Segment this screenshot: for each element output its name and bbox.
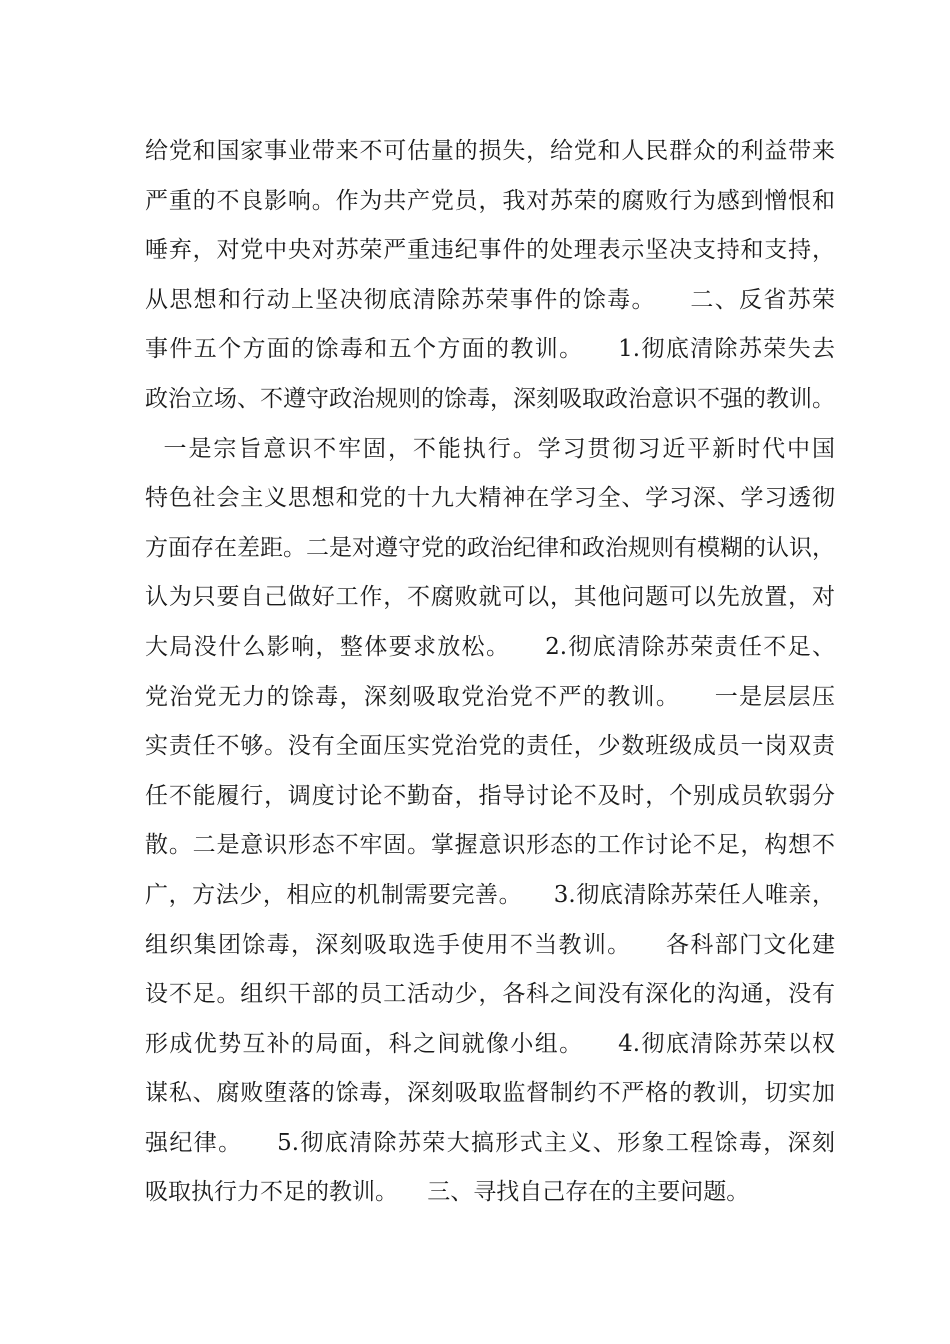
- text-line: 给党和国家事业带来不可估量的损失，给党和人民群众的利益带来: [145, 138, 835, 164]
- text-line: 从思想和行动上坚决彻底清除苏荣事件的馀毒。 二、反省苏荣: [145, 286, 835, 313]
- text-line: 认为只要自己做好工作，不腐败就可以，其他问题可以先放置，对: [145, 584, 835, 611]
- text-line: 一是宗旨意识不牢固，不能执行。学习贯彻习近平新时代中国: [145, 435, 835, 462]
- text-line: 强纪律。 5.彻底清除苏荣大搞形式主义、形象工程馀毒，深刻: [145, 1129, 835, 1156]
- text-line: 大局没什么影响，整体要求放松。 2.彻底清除苏荣责任不足、: [145, 633, 835, 660]
- text-line: 方面存在差距。二是对遵守党的政治纪律和政治规则有模糊的认识，: [145, 534, 835, 561]
- text-line: 党治党无力的馀毒，深刻吸取党治党不严的教训。 一是层层压: [145, 683, 835, 710]
- body-text: [145, 127, 835, 1218]
- text-line: 政治立场、不遵守政治规则的馀毒，深刻吸取政治意识不强的教训。: [145, 385, 835, 412]
- text-line: 广，方法少，相应的机制需要完善。 3.彻底清除苏荣任人唯亲，: [145, 881, 835, 908]
- text-line: 特色社会主义思想和党的十九大精神在学习全、学习深、学习透彻: [145, 485, 835, 512]
- text-line: 设不足。组织干部的员工活动少，各科之间没有深化的沟通，没有: [145, 981, 835, 1008]
- text-line: 事件五个方面的馀毒和五个方面的教训。 1.彻底清除苏荣失去: [145, 336, 835, 363]
- text-line: 实责任不够。没有全面压实党治党的责任，少数班级成员一岗双责: [145, 733, 835, 760]
- text-line: 唾弃，对党中央对苏荣严重违纪事件的处理表示坚决支持和支持，: [145, 237, 835, 264]
- text-line: 严重的不良影响。作为共产党员，我对苏荣的腐败行为感到憎恨和: [145, 187, 835, 214]
- text-line: 形成优势互补的局面，科之间就像小组。 4.彻底清除苏荣以权: [145, 1030, 835, 1057]
- text-line: 散。二是意识形态不牢固。掌握意识形态的工作讨论不足，构想不: [145, 832, 835, 859]
- text-line: 组织集团馀毒，深刻吸取选手使用不当教训。 各科部门文化建: [145, 931, 835, 958]
- text-line: 任不能履行，调度讨论不勤奋，指导讨论不及时，个别成员软弱分: [145, 782, 835, 809]
- text-line: 吸取执行力不足的教训。 三、寻找自己存在的主要问题。: [145, 1179, 750, 1206]
- text-line: 谋私、腐败堕落的馀毒，深刻吸取监督制约不严格的教训，切实加: [145, 1080, 835, 1107]
